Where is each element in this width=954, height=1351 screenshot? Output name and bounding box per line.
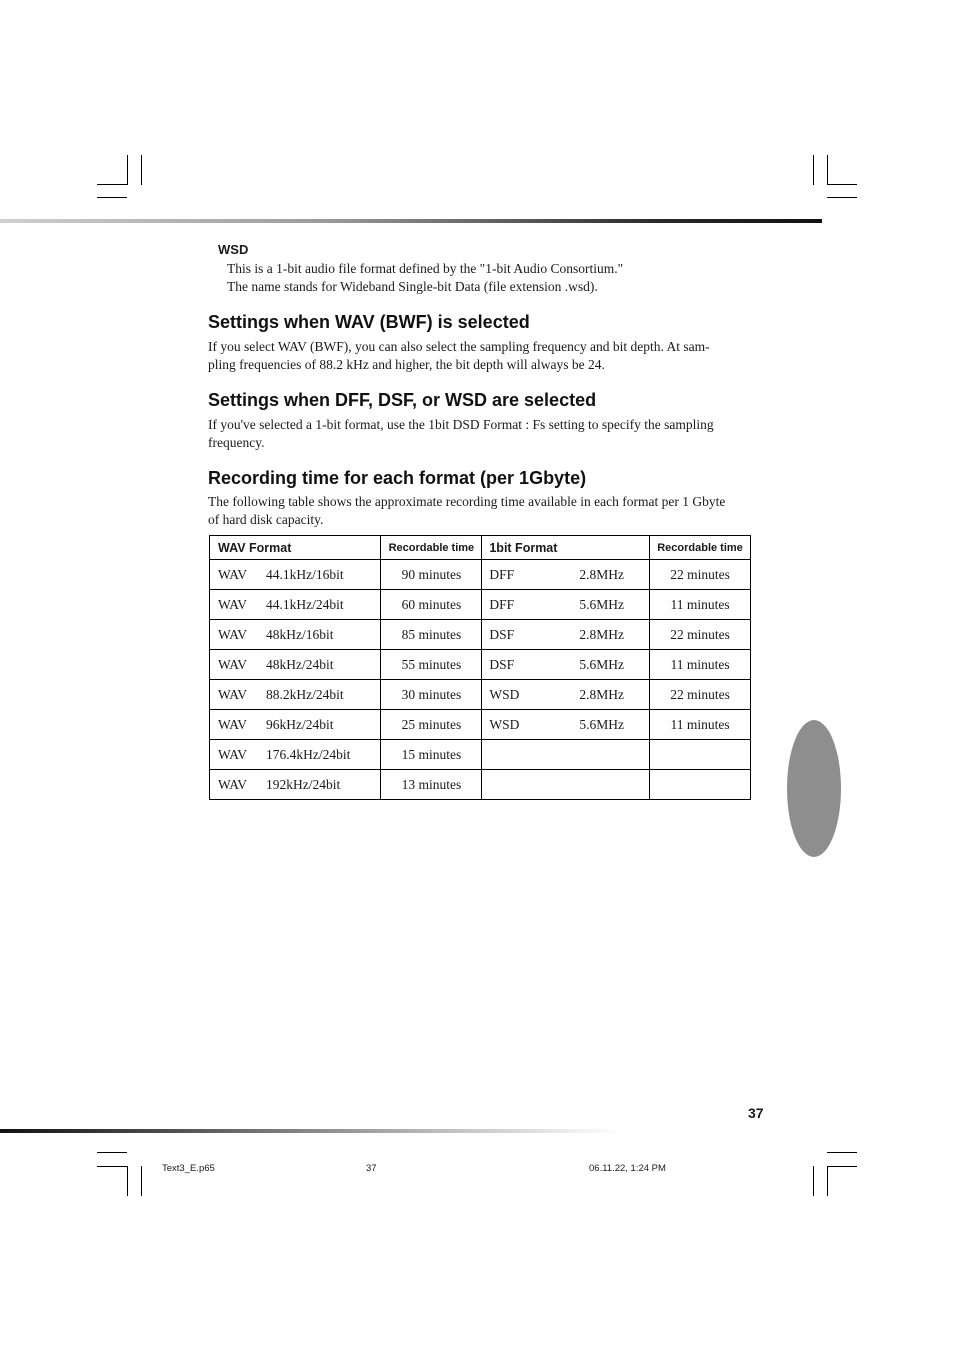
section-recording-line-1: The following table shows the approximate recording time available in each format per 1 Gbyte [208, 494, 726, 509]
footer-rule [0, 1129, 620, 1133]
bit-time-cell [650, 740, 751, 770]
wav-time-cell: 90 minutes [381, 560, 482, 590]
bit-time-cell: 22 minutes [650, 680, 751, 710]
crop-mark [827, 155, 828, 185]
wav-time-cell: 13 minutes [381, 770, 482, 800]
bit-format-rate: 2.8MHz [579, 626, 624, 642]
wav-format-rate: 48kHz/24bit [266, 656, 334, 672]
wav-format-type: WAV [218, 746, 248, 762]
bit-format-type: DFF [489, 566, 515, 582]
header-rule [0, 219, 822, 223]
wav-format-cell [210, 590, 381, 620]
wav-format-cell [210, 560, 381, 590]
bit-format-type: WSD [489, 686, 520, 702]
wav-format-rate: 96kHz/24bit [266, 716, 334, 732]
wav-format-type: WAV [218, 656, 248, 672]
crop-mark [827, 184, 857, 185]
wsd-line-1: This is a 1-bit audio file format defined by the "1-bit Audio Consortium." [227, 261, 624, 276]
bit-format-rate: 5.6MHz [579, 596, 624, 612]
crop-mark [141, 155, 142, 185]
wav-format-cell [210, 680, 381, 710]
table-row [210, 590, 751, 620]
table-row [210, 770, 751, 800]
bit-format-type: DSF [489, 626, 515, 642]
crop-mark [827, 1166, 857, 1167]
section-wav-line-2: pling frequencies of 88.2 kHz and higher, the bit depth will always be 24. [208, 357, 605, 372]
wav-format-rate: 44.1kHz/16bit [266, 566, 344, 582]
table-row [210, 560, 751, 590]
wav-format-type: WAV [218, 596, 248, 612]
page-number: 37 [748, 1105, 764, 1121]
wsd-description [227, 260, 767, 296]
crop-mark [827, 1166, 828, 1196]
wav-time-cell: 85 minutes [381, 620, 482, 650]
section-recording-line-2: of hard disk capacity. [208, 512, 324, 527]
wav-time-cell: 60 minutes [381, 590, 482, 620]
wav-time-cell: 30 minutes [381, 680, 482, 710]
wav-format-type: WAV [218, 566, 248, 582]
table-row [210, 680, 751, 710]
crop-mark [827, 197, 857, 198]
wav-format-rate: 192kHz/24bit [266, 776, 341, 792]
wav-format-cell [210, 770, 381, 800]
crop-mark [97, 184, 127, 185]
wav-format-cell [210, 740, 381, 770]
footer-filename: Text3_E.p65 [162, 1163, 215, 1174]
wav-time-cell: 25 minutes [381, 710, 482, 740]
wav-format-rate: 176.4kHz/24bit [266, 746, 351, 762]
bit-format-cell [482, 710, 650, 740]
bit-format-rate: 2.8MHz [579, 686, 624, 702]
crop-mark [813, 155, 814, 185]
header-1bit-format: 1bit Format [482, 536, 650, 560]
bit-format-cell [482, 620, 650, 650]
bit-format-cell [482, 770, 650, 800]
bit-time-cell: 11 minutes [650, 650, 751, 680]
bit-format-cell [482, 680, 650, 710]
crop-mark [127, 1166, 128, 1196]
wav-format-type: WAV [218, 686, 248, 702]
crop-mark [97, 1166, 127, 1167]
wav-format-type: WAV [218, 716, 248, 732]
bit-format-rate: 5.6MHz [579, 656, 624, 672]
section-dsd-line-1: If you've selected a 1-bit format, use the 1bit DSD Format : Fs setting to specify the sampling [208, 417, 714, 432]
bit-format-rate: 5.6MHz [579, 716, 624, 732]
chapter-tab-marker [787, 720, 841, 857]
crop-mark [97, 1152, 127, 1153]
footer-timestamp: 06.11.22, 1:24 PM [589, 1163, 666, 1174]
bit-format-type: WSD [489, 716, 520, 732]
section-heading-wav: Settings when WAV (BWF) is selected [208, 312, 530, 332]
wav-time-cell: 55 minutes [381, 650, 482, 680]
bit-format-cell [482, 590, 650, 620]
wav-format-type: WAV [218, 626, 248, 642]
header-wav-recordable-time: Recordable time [381, 536, 482, 560]
bit-time-cell: 22 minutes [650, 620, 751, 650]
section-heading-dsd: Settings when DFF, DSF, or WSD are selected [208, 390, 597, 410]
recording-time-table [209, 535, 751, 800]
table-row [210, 620, 751, 650]
bit-format-cell [482, 560, 650, 590]
crop-mark [141, 1166, 142, 1196]
table-row [210, 710, 751, 740]
crop-mark [97, 197, 127, 198]
crop-mark [127, 155, 128, 185]
wav-format-cell [210, 650, 381, 680]
wav-format-rate: 44.1kHz/24bit [266, 596, 344, 612]
bit-format-type: DFF [489, 596, 515, 612]
bit-time-cell [650, 770, 751, 800]
section-wav-line-1: If you select WAV (BWF), you can also select the sampling frequency and bit depth. At sam- [208, 339, 710, 354]
section-recording-text [208, 493, 768, 529]
section-wav-text [208, 338, 768, 374]
wav-format-type: WAV [218, 776, 248, 792]
wav-format-cell [210, 710, 381, 740]
bit-format-type: DSF [489, 656, 515, 672]
wav-time-cell: 15 minutes [381, 740, 482, 770]
bit-format-cell [482, 650, 650, 680]
wav-format-rate: 48kHz/16bit [266, 626, 334, 642]
table-header-row [210, 536, 751, 560]
table-row [210, 650, 751, 680]
wav-format-cell [210, 620, 381, 650]
section-dsd-text [208, 416, 768, 452]
bit-time-cell: 11 minutes [650, 590, 751, 620]
bit-time-cell: 11 minutes [650, 710, 751, 740]
crop-mark [813, 1166, 814, 1196]
bit-format-rate: 2.8MHz [579, 566, 624, 582]
wav-format-rate: 88.2kHz/24bit [266, 686, 344, 702]
wsd-line-2: The name stands for Wideband Single-bit Data (file extension .wsd). [227, 279, 598, 294]
header-1bit-recordable-time: Recordable time [650, 536, 751, 560]
section-heading-recording-time: Recording time for each format (per 1Gbyte) [208, 468, 587, 488]
crop-mark [827, 1152, 857, 1153]
section-dsd-line-2: frequency. [208, 435, 265, 450]
footer-page: 37 [366, 1163, 377, 1174]
table-row [210, 740, 751, 770]
bit-time-cell: 22 minutes [650, 560, 751, 590]
header-wav-format: WAV Format [210, 536, 381, 560]
bit-format-cell [482, 740, 650, 770]
wsd-label: WSD [218, 242, 249, 257]
